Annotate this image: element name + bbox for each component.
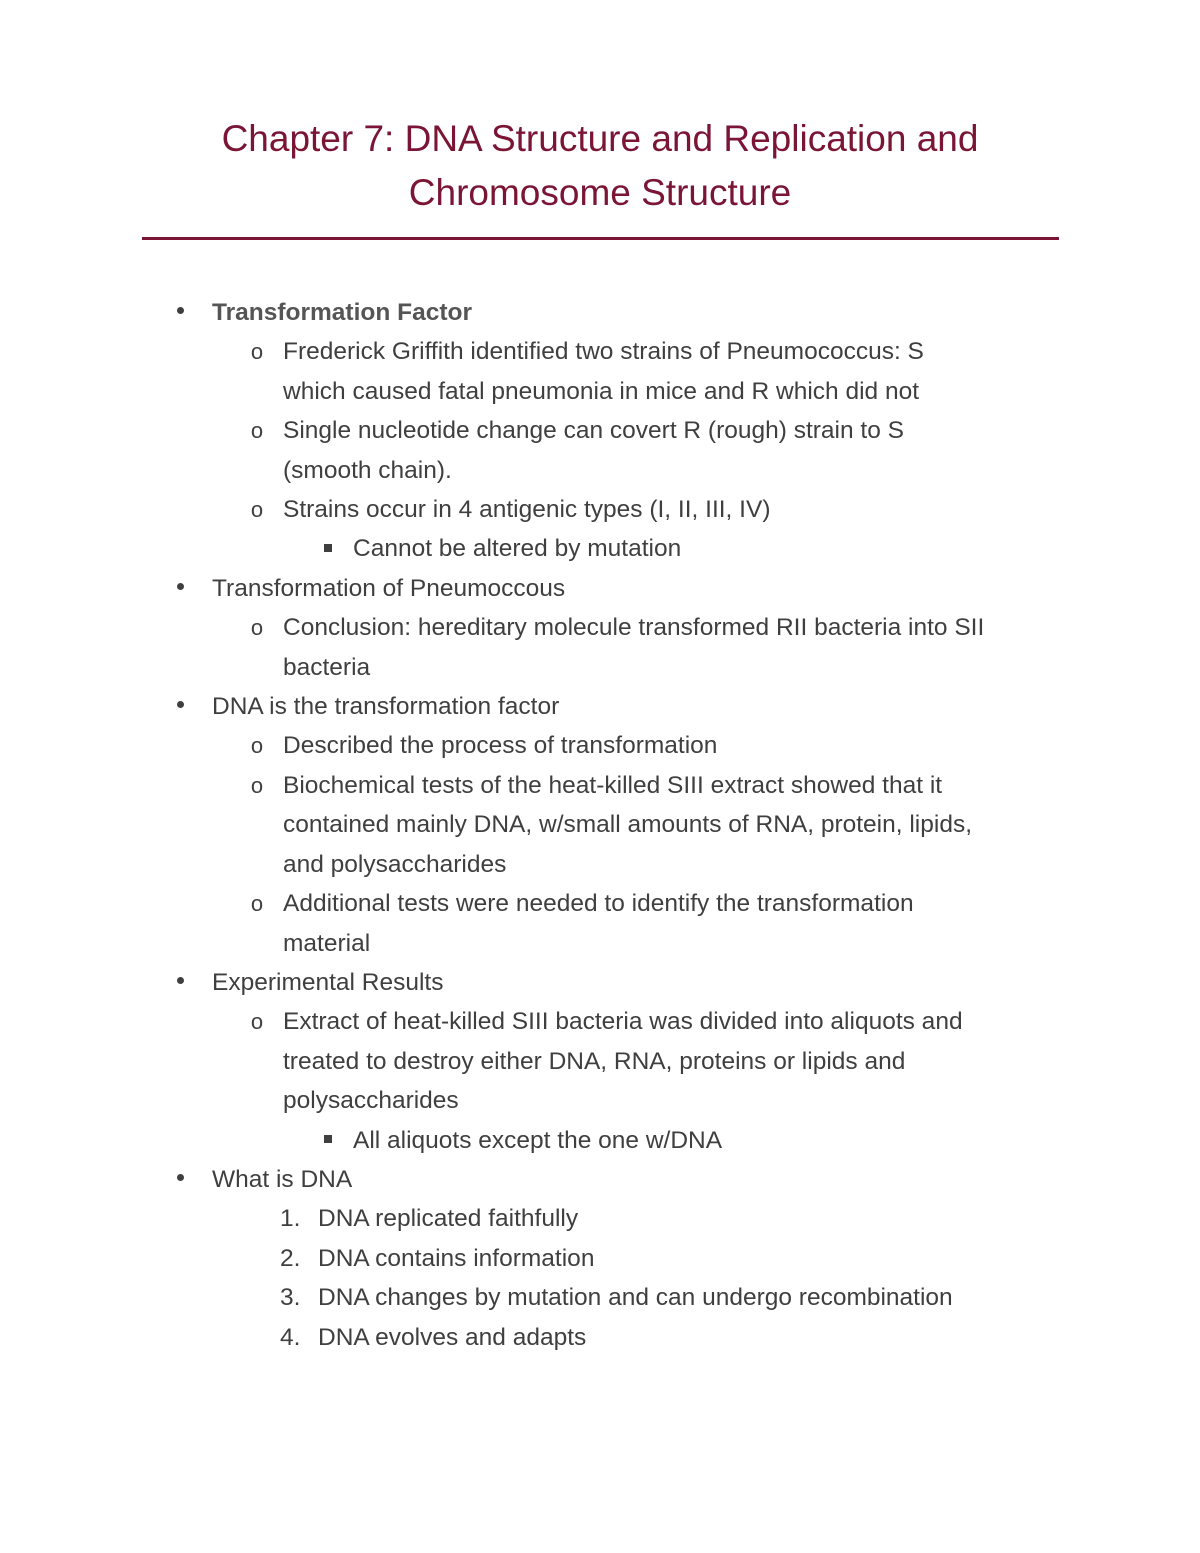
- circle-bullet-icon: o: [250, 615, 264, 641]
- bullet-item: [0, 1160, 1200, 1199]
- list-number: 3.: [280, 1284, 301, 1312]
- sub-item-text: bacteria: [283, 653, 371, 681]
- bullet-item: [0, 963, 1200, 1002]
- numbered-item: [0, 1199, 1200, 1238]
- sub-item-text: Described the process of transformation: [283, 732, 718, 760]
- outline-list: [0, 293, 1200, 1357]
- sub-item: [0, 411, 1200, 450]
- sub-item: [0, 726, 1200, 765]
- sub-sub-item: [0, 1121, 1200, 1160]
- sub-item-continuation: [0, 1042, 1200, 1081]
- bullet-text: Experimental Results: [212, 968, 444, 996]
- sub-sub-item-text: Cannot be altered by mutation: [353, 535, 682, 563]
- sub-item-text: Frederick Griffith identified two strains of Pneumococcus: S: [283, 338, 924, 366]
- circle-bullet-icon: o: [250, 891, 264, 917]
- sub-item-continuation: [0, 451, 1200, 490]
- bullet-item: [0, 687, 1200, 726]
- square-bullet-icon: [320, 529, 336, 568]
- sub-item-continuation: [0, 648, 1200, 687]
- bullet-dot-icon: [170, 963, 190, 1002]
- numbered-item-text: DNA contains information: [318, 1244, 595, 1272]
- sub-item: [0, 884, 1200, 923]
- circle-bullet-icon: o: [250, 1009, 264, 1035]
- bullet-item: [0, 569, 1200, 608]
- circle-bullet-icon: o: [250, 772, 264, 798]
- sub-item: [0, 766, 1200, 805]
- sub-item-text: polysaccharides: [283, 1087, 459, 1115]
- circle-bullet-icon: o: [250, 733, 264, 759]
- sub-item-continuation: [0, 1081, 1200, 1120]
- sub-item-continuation: [0, 372, 1200, 411]
- list-number: 2.: [280, 1244, 301, 1272]
- sub-item-text: Additional tests were needed to identify the transformation: [283, 890, 914, 918]
- bullet-dot-icon: [170, 687, 190, 726]
- numbered-item-text: DNA evolves and adapts: [318, 1323, 587, 1351]
- bullet-text: Transformation of Pneumoccous: [212, 574, 566, 602]
- sub-item-continuation: [0, 924, 1200, 963]
- sub-item-text: Strains occur in 4 antigenic types (I, II, III, IV): [283, 496, 771, 524]
- sub-item: [0, 1002, 1200, 1041]
- sub-item-text: and polysaccharides: [283, 850, 507, 878]
- sub-item-text: Conclusion: hereditary molecule transformed RII bacteria into SII: [283, 614, 985, 642]
- page-title: [0, 112, 1200, 220]
- bullet-dot-icon: [170, 293, 190, 332]
- numbered-item: [0, 1278, 1200, 1317]
- circle-bullet-icon: o: [250, 418, 264, 444]
- sub-item-text: treated to destroy either DNA, RNA, proteins or lipids and: [283, 1047, 906, 1075]
- sub-item-text: contained mainly DNA, w/small amounts of RNA, protein, lipids,: [283, 811, 973, 839]
- sub-item: [0, 490, 1200, 529]
- list-number: 1.: [280, 1205, 301, 1233]
- numbered-item: [0, 1239, 1200, 1278]
- title-divider: [142, 237, 1059, 240]
- title-line-2: Chromosome Structure: [408, 172, 792, 213]
- sub-item: [0, 332, 1200, 371]
- sub-item-text: Single nucleotide change can covert R (rough) strain to S: [283, 417, 905, 445]
- bullet-text: What is DNA: [212, 1165, 353, 1193]
- sub-item-text: Biochemical tests of the heat-killed SIII extract showed that it: [283, 771, 943, 799]
- circle-bullet-icon: o: [250, 497, 264, 523]
- numbered-item-text: DNA changes by mutation and can undergo recombination: [318, 1284, 953, 1312]
- sub-item-text: which caused fatal pneumonia in mice and R which did not: [283, 377, 920, 405]
- numbered-item-text: DNA replicated faithfully: [318, 1205, 579, 1233]
- sub-sub-item-text: All aliquots except the one w/DNA: [353, 1126, 723, 1154]
- square-bullet-icon: [320, 1121, 336, 1160]
- sub-item-continuation: [0, 845, 1200, 884]
- numbered-item: [0, 1318, 1200, 1357]
- sub-item-text: Extract of heat-killed SIII bacteria was divided into aliquots and: [283, 1008, 963, 1036]
- sub-item: [0, 608, 1200, 647]
- sub-sub-item: [0, 529, 1200, 568]
- circle-bullet-icon: o: [250, 339, 264, 365]
- list-number: 4.: [280, 1323, 301, 1351]
- bullet-item: [0, 293, 1200, 332]
- sub-item-continuation: [0, 805, 1200, 844]
- sub-item-text: (smooth chain).: [283, 456, 452, 484]
- bullet-text: DNA is the transformation factor: [212, 693, 560, 721]
- bullet-dot-icon: [170, 569, 190, 608]
- title-line-1: Chapter 7: DNA Structure and Replication and: [221, 118, 979, 159]
- bullet-dot-icon: [170, 1160, 190, 1199]
- sub-item-text: material: [283, 929, 371, 957]
- bullet-text: Transformation Factor: [212, 299, 473, 326]
